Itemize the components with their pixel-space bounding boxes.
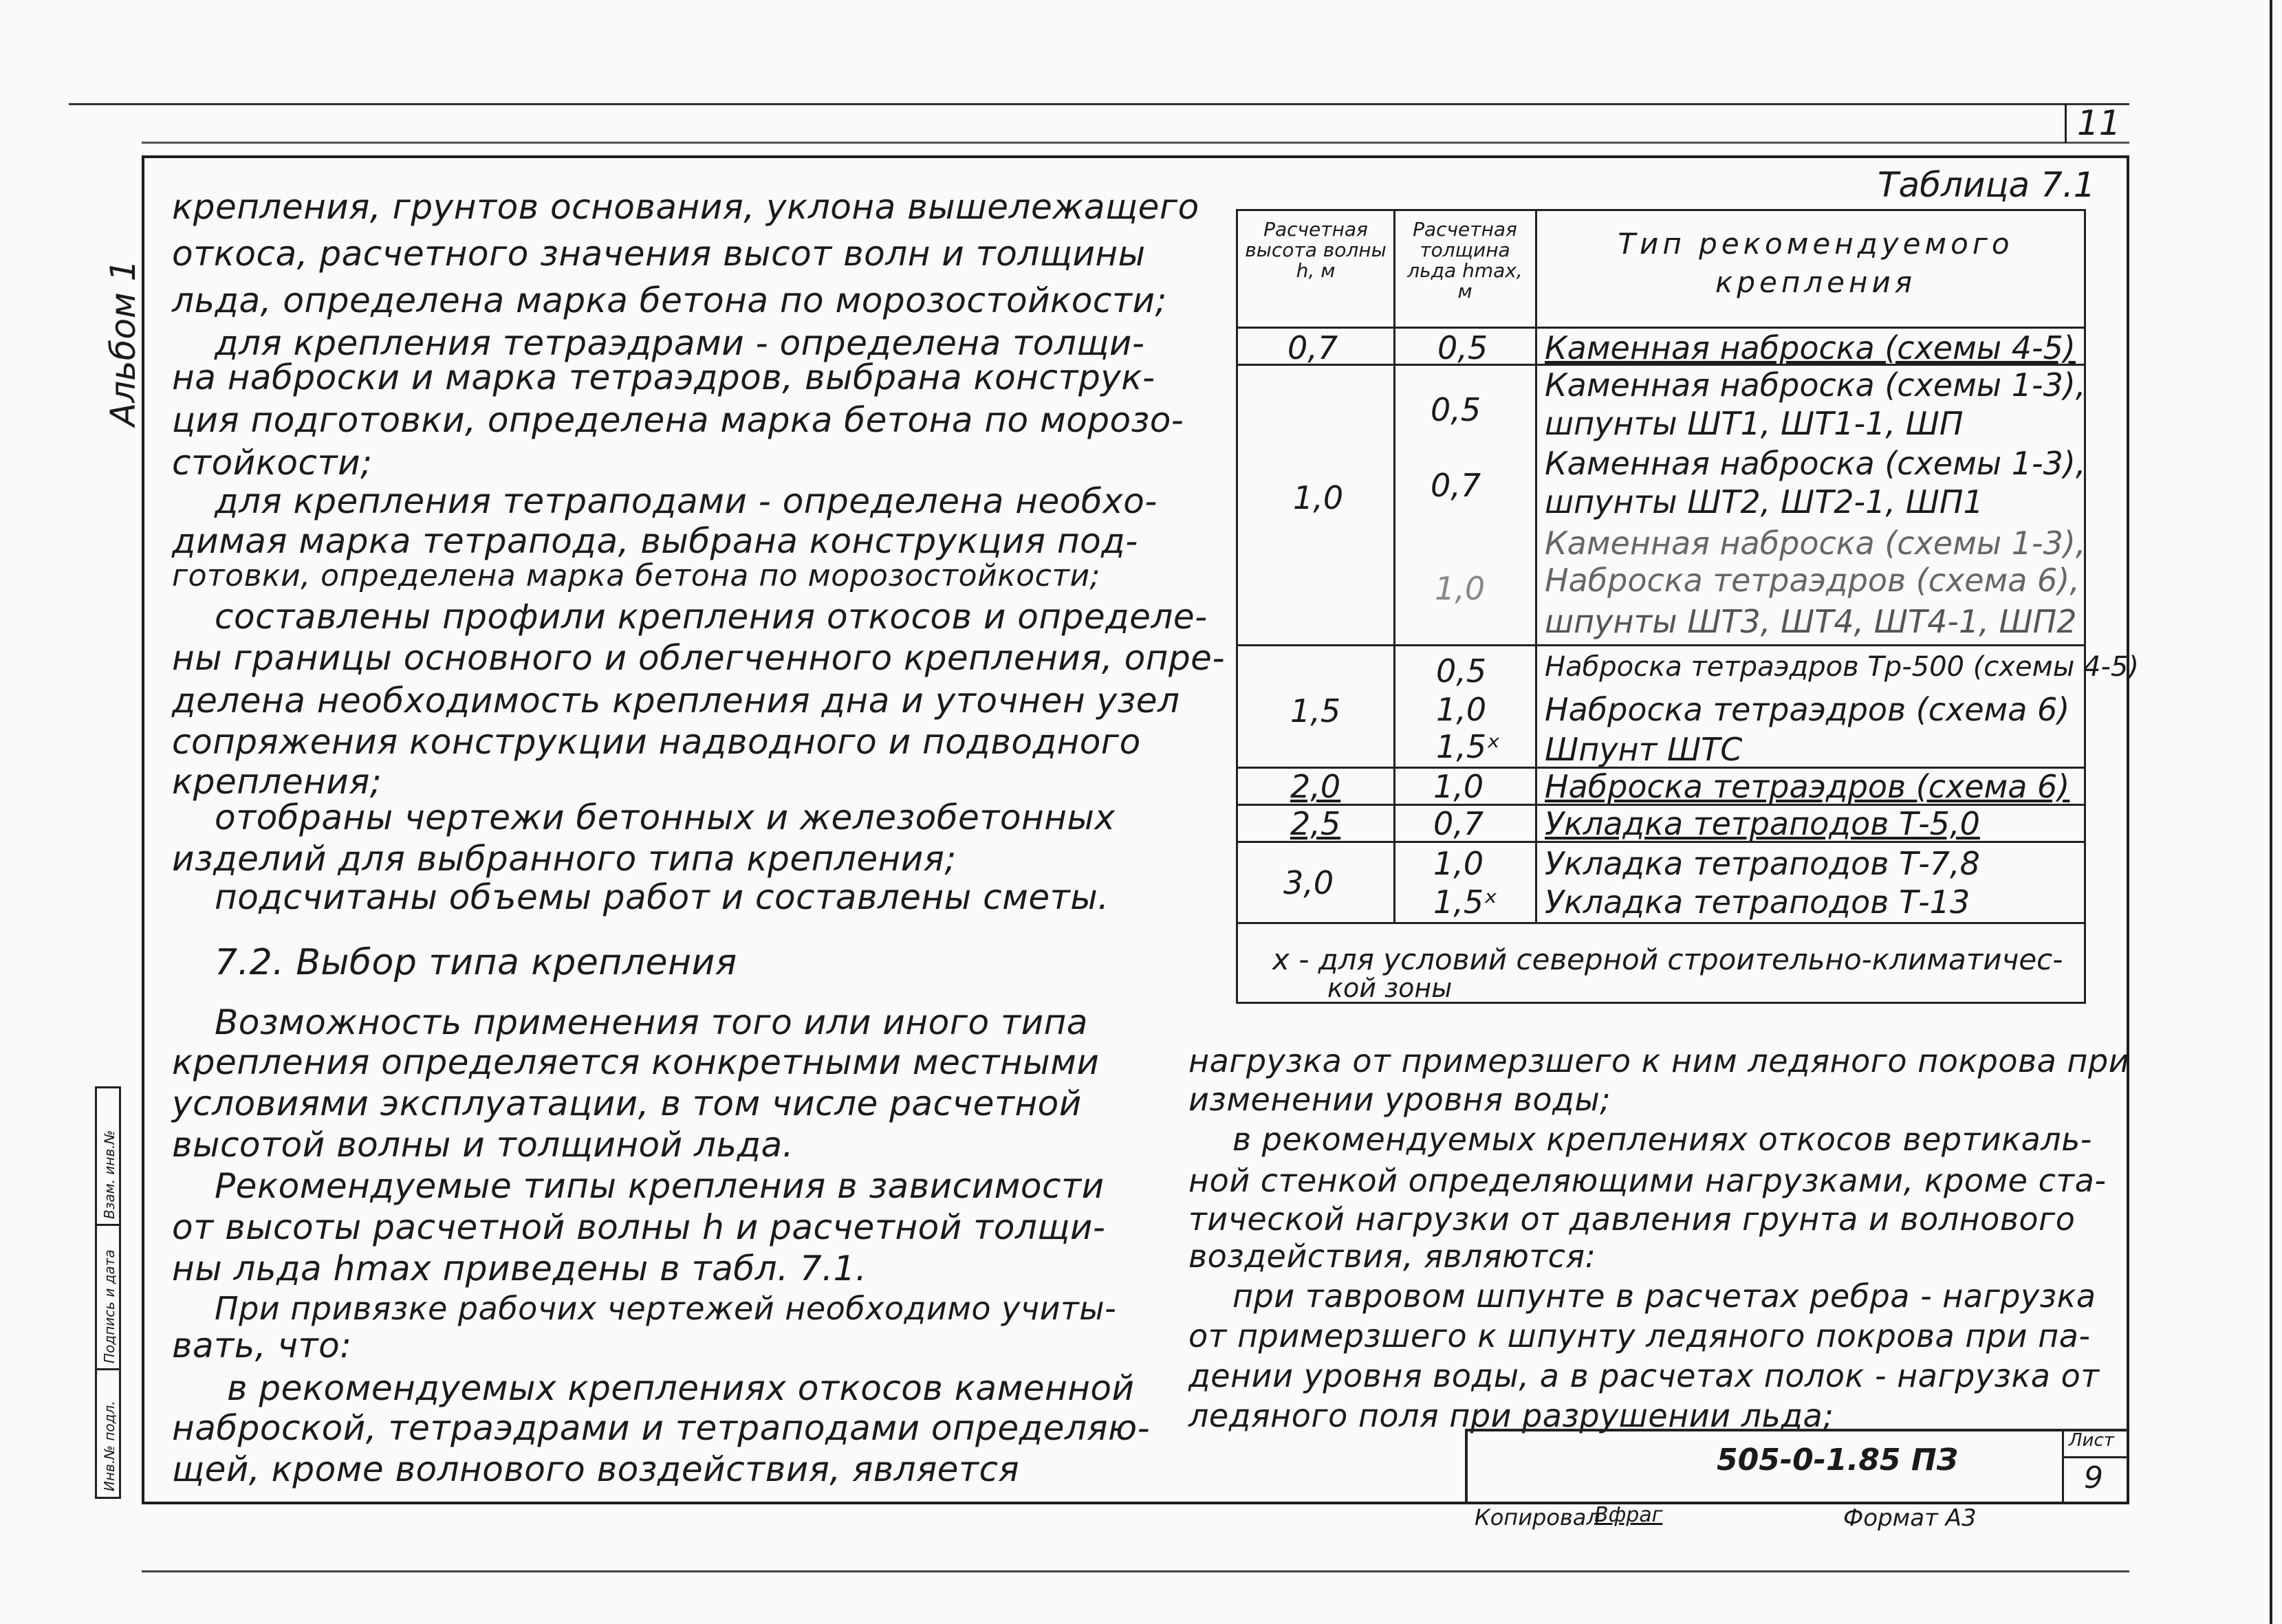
stamp-cell bbox=[97, 1370, 120, 1498]
cell-t: 1,5ˣ bbox=[1436, 728, 1501, 765]
cell-t: 1,0 bbox=[1433, 845, 1484, 882]
stamp-cell bbox=[97, 1088, 120, 1226]
table-footnote: кой зоны bbox=[1327, 973, 1453, 1003]
cell-type: Укладка тетраподов Т-7,8 bbox=[1545, 845, 1980, 882]
header-fastening-type: Тип рекомендуемого крепления bbox=[1618, 227, 2014, 299]
cell-type: Каменная наброска (схемы 1-3), bbox=[1545, 525, 2086, 562]
text-line: сопряжения конструкции надводного и подводного bbox=[172, 722, 1141, 762]
text-line: тической нагрузки от давления грунта и волнового bbox=[1188, 1200, 2076, 1238]
text-line: ны границы основного и облегченного крепления, опре- bbox=[172, 638, 1225, 678]
text-line: при тавровом шпунте в расчетах ребра - нагрузка bbox=[1232, 1277, 2096, 1315]
text-line: в рекомендуемых креплениях откосов вертикаль- bbox=[1232, 1121, 2092, 1158]
cell-type: Шпунт ШТС bbox=[1545, 731, 1743, 768]
cell-t: 1,0 bbox=[1436, 691, 1487, 728]
cell-type: Каменная наброска (схемы 1-3), bbox=[1545, 366, 2086, 404]
text-line: от примерзшего к шпунту ледяного покрова при па- bbox=[1188, 1317, 2091, 1354]
sheet-number: 9 bbox=[2084, 1460, 2103, 1495]
cell-type: шпунты ШТ3, ШТ4, ШТ4-1, ШП2 bbox=[1545, 603, 2077, 640]
stamp-text: Подпись и дата bbox=[101, 1249, 118, 1363]
cell-t: 0,5 bbox=[1436, 652, 1487, 690]
text-line: условиями эксплуатации, в том числе расчетной bbox=[172, 1084, 1082, 1123]
document-code: 505-0-1.85 ПЗ bbox=[1717, 1442, 1958, 1478]
cell-h: 1,0 bbox=[1293, 479, 1344, 516]
table-vline bbox=[1393, 211, 1395, 922]
cell-type: Укладка тетраподов Т-13 bbox=[1545, 884, 1970, 921]
text-line: крепления, грунтов основания, уклона вышележащего bbox=[172, 187, 1199, 227]
cell-h: 2,5 bbox=[1290, 805, 1341, 842]
text-line: крепления; bbox=[172, 762, 382, 802]
cell-type: шпунты ШТ1, ШТ1-1, ШП bbox=[1545, 405, 1964, 442]
text-line: для крепления тетраэдрами - определена толщи- bbox=[215, 323, 1145, 363]
table-footnote: x - для условий северной строительно-климатичес- bbox=[1272, 943, 2063, 976]
header-ice-thickness: Расчетная толщина льда hmax, м bbox=[1407, 218, 1523, 303]
cell-t: 0,7 bbox=[1431, 467, 1481, 504]
right-edge-rule bbox=[2270, 0, 2272, 1624]
text-line: высотой волны и толщиной льда. bbox=[172, 1125, 794, 1165]
section-heading: 7.2. Выбор типа крепления bbox=[215, 942, 737, 983]
table-vline bbox=[1535, 211, 1537, 922]
text-line: Рекомендуемые типы крепления в зависимости bbox=[215, 1166, 1105, 1206]
cell-t: 1,5ˣ bbox=[1433, 884, 1498, 921]
text-line: делена необходимость крепления дна и уточнен узел bbox=[172, 681, 1180, 721]
cell-type: Наброска тетраэдров Тр-500 (схемы 4-5) bbox=[1545, 651, 2139, 683]
text-line: вать, что: bbox=[172, 1326, 352, 1365]
page-number: 11 bbox=[2077, 103, 2121, 143]
text-line: ция подготовки, определена марка бетона по морозо- bbox=[172, 400, 1184, 440]
cell-t: 0,5 bbox=[1437, 329, 1488, 366]
text-line: отобраны чертежи бетонных и железобетонных bbox=[215, 798, 1116, 837]
table-hline bbox=[1238, 644, 2084, 646]
table-hline bbox=[1238, 922, 2084, 924]
text-line: изменении уровня воды; bbox=[1188, 1081, 1611, 1118]
table-hline bbox=[1238, 327, 2084, 329]
format-label: Формат А3 bbox=[1843, 1504, 1977, 1532]
text-line: откоса, расчетного значения высот волн и толщины bbox=[172, 234, 1146, 274]
cell-type: Наброска тетраэдров (схема 6), bbox=[1545, 562, 2080, 599]
table-7-1 bbox=[1236, 209, 2139, 1004]
top-rule bbox=[69, 103, 2129, 105]
cell-h: 3,0 bbox=[1283, 864, 1334, 901]
header-wave-height: Расчетная высота волны h, м bbox=[1245, 218, 1387, 282]
cell-type: Укладка тетраподов Т-5,0 bbox=[1545, 805, 1980, 842]
bottom-rule bbox=[142, 1570, 2129, 1572]
text-line: ной стенкой определяющими нагрузками, кроме ста- bbox=[1188, 1162, 2107, 1199]
text-line: ны льда hmax приведены в табл. 7.1. bbox=[172, 1249, 867, 1288]
text-line: готовки, определена марка бетона по морозостойкости; bbox=[172, 558, 1100, 593]
cell-t: 0,5 bbox=[1431, 391, 1481, 428]
sheet-label: Лист bbox=[2069, 1430, 2114, 1451]
text-line: щей, кроме волнового воздействия, является bbox=[172, 1449, 1020, 1489]
cell-t: 1,0 bbox=[1433, 768, 1484, 805]
text-line: составлены профили крепления откосов и определе- bbox=[215, 597, 1208, 637]
cell-type: шпунты ШТ2, ШТ2-1, ШП1 bbox=[1545, 483, 1984, 520]
text-line: наброской, тетраэдрами и тетраподами определяю- bbox=[172, 1408, 1151, 1448]
cell-type: Каменная наброска (схемы 4-5) bbox=[1545, 329, 2076, 366]
text-line: на наброски и марка тетраэдров, выбрана конструк- bbox=[172, 358, 1155, 397]
text-line: льда, определена марка бетона по морозостойкости; bbox=[172, 281, 1167, 320]
spine-label: Альбом 1 bbox=[103, 259, 143, 426]
stamp-cell bbox=[97, 1226, 120, 1370]
text-line: изделий для выбранного типа крепления; bbox=[172, 839, 957, 879]
stamp-box bbox=[95, 1086, 121, 1499]
text-line: в рекомендуемых креплениях откосов каменной bbox=[227, 1368, 1135, 1408]
table-title: Таблица 7.1 bbox=[1878, 165, 2096, 205]
sheet-box-divider bbox=[2064, 1456, 2129, 1458]
stamp-text: Инв.№ подл. bbox=[101, 1401, 118, 1491]
cell-h: 0,7 bbox=[1287, 329, 1338, 366]
copied-label: Копировал bbox=[1475, 1504, 1600, 1530]
text-line: Возможность применения того или иного типа bbox=[215, 1002, 1088, 1042]
text-line: дении уровня воды, а в расчетах полок - нагрузка от bbox=[1188, 1357, 2100, 1394]
cell-t: 0,7 bbox=[1433, 805, 1484, 842]
cell-type: Наброска тетраэдров (схема 6) bbox=[1545, 768, 2070, 805]
text-line: ледяного поля при разрушении льда; bbox=[1188, 1397, 1834, 1434]
cell-type: Каменная наброска (схемы 1-3), bbox=[1545, 445, 2086, 482]
stamp-text: Взам. инв.№ bbox=[101, 1130, 118, 1219]
text-line: нагрузка от примерзшего к ним ледяного покрова при bbox=[1188, 1042, 2130, 1079]
text-line: крепления определяется конкретными местными bbox=[172, 1042, 1100, 1082]
text-line: подсчитаны объемы работ и составлены сметы. bbox=[215, 877, 1109, 917]
text-line: стойкости; bbox=[172, 443, 373, 483]
text-line: от высоты расчетной волны h и расчетной толщи- bbox=[172, 1207, 1106, 1247]
cell-h: 2,0 bbox=[1290, 768, 1341, 805]
top-rule-inner bbox=[142, 142, 2129, 144]
copied-signature: Вфраг bbox=[1594, 1503, 1663, 1527]
cell-type: Наброска тетраэдров (схема 6) bbox=[1545, 691, 2070, 728]
cell-h: 1,5 bbox=[1290, 692, 1341, 729]
text-line: для крепления тетраподами - определена необхо- bbox=[215, 481, 1158, 521]
text-line: воздействия, являются: bbox=[1188, 1238, 1596, 1275]
cell-t: 1,0 bbox=[1435, 570, 1486, 607]
text-line: При привязке рабочих чертежей необходимо учиты- bbox=[215, 1290, 1117, 1327]
text-line: димая марка тетрапода, выбрана конструкция под- bbox=[172, 521, 1138, 561]
